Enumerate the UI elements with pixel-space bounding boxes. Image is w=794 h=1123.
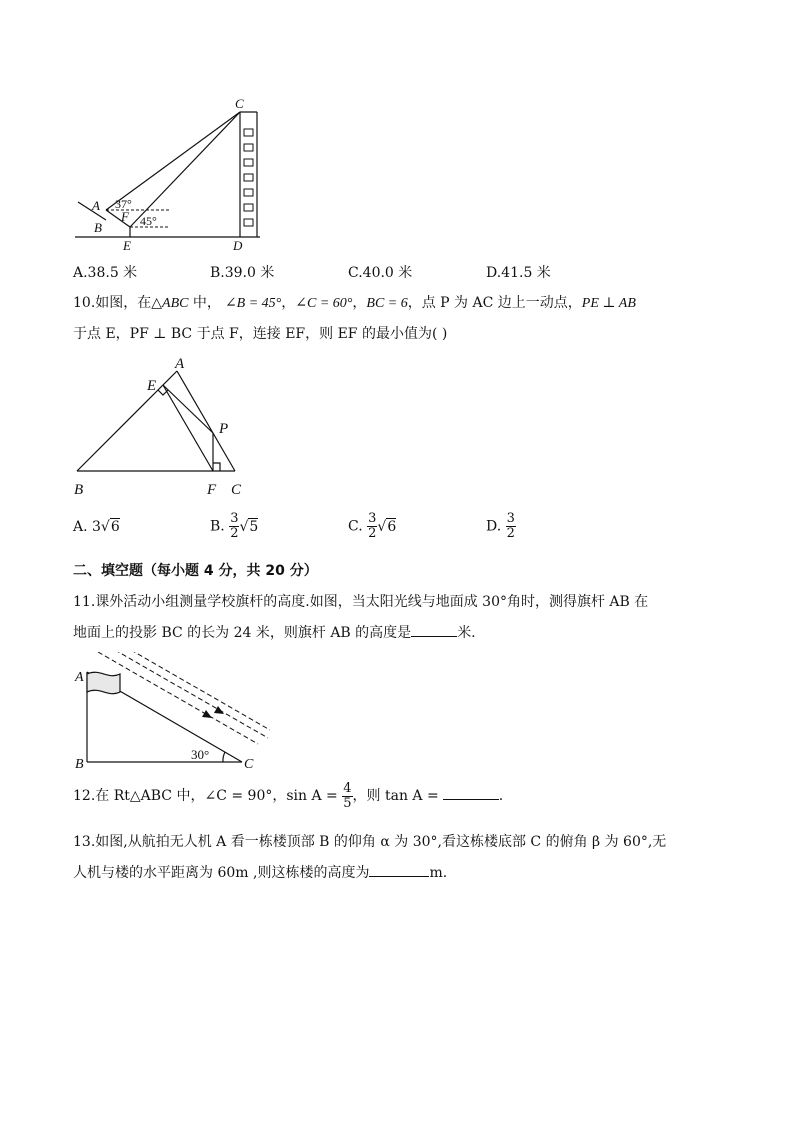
- q9-option-c[interactable]: C.40.0 米: [348, 265, 413, 281]
- q10-stem-line2: 于点 E，PF ⊥ BC 于点 F，连接 EF，则 EF 的最小值为( ): [73, 326, 448, 342]
- q10-right-angle-F: [213, 463, 220, 471]
- q13-stem-line2: 人机与楼的水平距离为 60m ,则这栋楼的高度为 m.: [73, 865, 448, 881]
- q11-angle-30: 30°: [191, 747, 210, 762]
- q11-answer-blank[interactable]: [411, 636, 457, 637]
- q12-answer-blank[interactable]: [443, 799, 499, 800]
- q10-label-A: A: [175, 356, 185, 372]
- q10-label-P: P: [219, 421, 229, 437]
- q10-option-b[interactable]: B. $\frac{3}{2}$ √5: [210, 511, 259, 541]
- q9-label-F: F: [121, 209, 129, 224]
- q9-option-b[interactable]: B.39.0 米: [210, 265, 275, 281]
- q10-stem-line1: 10.如图，在△ABC 中， ∠B = 45°，∠C = 60°，BC = 6，点 P 为 AC 边上一动点，PE ⊥ AB: [73, 295, 636, 311]
- section2-heading: 二、填空题（每小题 4 分，共 20 分）: [73, 563, 318, 579]
- q11-arrow-2: [214, 706, 224, 714]
- q9-label-A: A: [92, 198, 100, 213]
- q11-angle-arc: [223, 752, 225, 762]
- q11-figure: [70, 652, 270, 777]
- q12-stem: 12.在 Rt△ABC 中，∠C = 90°，sin A = $\frac{4}{5}$ ，则 tan A = .: [73, 780, 504, 811]
- q9-AC-line: [106, 112, 240, 210]
- q9-angle-45: 45°: [140, 214, 157, 228]
- q9-figure: [70, 92, 270, 252]
- q9-label-D: D: [233, 238, 243, 252]
- q11-label-C: C: [244, 757, 254, 772]
- q11-label-B: B: [75, 757, 84, 772]
- q10-right-angle-E: [158, 390, 168, 395]
- q9-option-a[interactable]: A.38.5 米: [73, 265, 138, 281]
- q9-label-B: B: [94, 220, 102, 235]
- q10-label-C: C: [231, 482, 242, 498]
- q9-option-d[interactable]: D.41.5 米: [486, 265, 551, 281]
- q9-angle-37: 37°: [115, 197, 132, 211]
- q10-label-E: E: [147, 378, 157, 394]
- q13-answer-blank[interactable]: [369, 876, 429, 877]
- q10-label-B: B: [74, 482, 84, 498]
- q11-label-A: A: [75, 670, 84, 685]
- q11-arrow-1: [202, 710, 212, 718]
- q10-BA-line: [77, 371, 177, 471]
- q11-flag: [87, 672, 120, 693]
- q11-stem-line1: 11.课外活动小组测量学校旗杆的高度.如图，当太阳光线与地面成 30°角时，测得旗杆 AB 在: [73, 594, 649, 610]
- q13-stem-line1: 13.如图,从航拍无人机 A 看一栋楼顶部 B 的仰角 α 为 30°,看这栋楼底部 C 的俯角 β 为 60°,无: [73, 834, 667, 850]
- q10-option-a[interactable]: A. 3√6: [73, 519, 120, 535]
- q11-stem-line2: 地面上的投影 BC 的长为 24 米，则旗杆 AB 的高度是 米.: [73, 625, 476, 641]
- q10-figure: [70, 355, 260, 505]
- q9-label-E: E: [123, 238, 131, 252]
- q9-label-C: C: [235, 96, 244, 111]
- q10-PE-line: [163, 385, 213, 433]
- q10-label-F: F: [207, 482, 217, 498]
- q10-option-d[interactable]: D. $\frac{3}{2}$: [486, 511, 515, 541]
- q10-option-c[interactable]: C. $\frac{3}{2}$ √6: [348, 511, 397, 541]
- q10-EF-line: [163, 385, 213, 471]
